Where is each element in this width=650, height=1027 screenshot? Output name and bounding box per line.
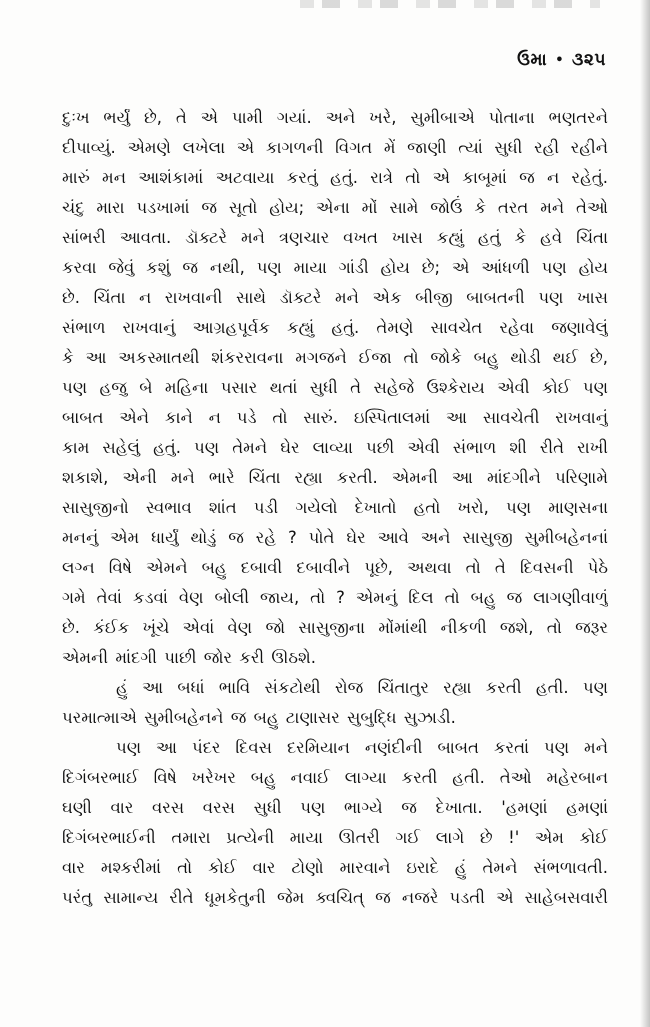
- scan-artifact: [300, 0, 600, 8]
- header-separator: •: [555, 52, 565, 68]
- text-line: વાર મશ્કરીમાં તો કોઈ વાર ટોણો મારવાને ઇરાદે હું તેમને સંભળાવતી.: [62, 858, 608, 877]
- text-line: ગમે તેવાં કડવાં વેણ બોલી જાય, તો ? એમનું દિલ તો બહુ જ લાગણીવાળું: [62, 588, 608, 607]
- text-line: પરંતુ સામાન્ય રીતે ધૂમકેતુની જેમ ક્વચિત્ જ નજરે પડતી એ સાહેબસવારી: [62, 888, 608, 907]
- text-line: બાબત એને કાને ન પડે તો સારું. ઇસ્પિતાલમાં આ સાવચેતી રાખવાનું: [62, 408, 608, 427]
- text-line: એમની માંદગી પાછી જોર કરી ઊઠશે.: [62, 648, 316, 667]
- text-line: સાંભરી આવતા. ડૉક્ટરે મને ત્રણચાર વખત ખાસ કહ્યું હતું કે હવે ચિંતા: [62, 228, 608, 247]
- text-line: છે. ચિંતા ન રાખવાની સાથે ડૉક્ટરે મને એક બીજી બાબતની પણ ખાસ: [62, 288, 608, 307]
- text-line: દીપાવ્યું. એમણે લખેલા એ કાગળની વિગત મેં જાણી ત્યાં સુધી રહી રહીને: [62, 138, 608, 157]
- text-line: મારું મન આશંકામાં અટવાયા કરતું હતું. રાત્રે તો એ કાબૂમાં જ ન રહેતું.: [62, 168, 608, 187]
- page-number: ૩૨૫: [572, 50, 606, 70]
- body-text: [62, 103, 608, 913]
- text-line: શકાશે, એની મને ભારે ચિંતા રહ્યા કરતી. એમની આ માંદગીને પરિણામે: [62, 468, 608, 487]
- running-header: [517, 50, 606, 70]
- text-line: સંભાળ રાખવાનું આગ્રહપૂર્વક કહ્યું હતું. તેમણે સાવચેત રહેવા જણાવેલું: [62, 318, 608, 337]
- book-title: ઉમા: [517, 50, 548, 70]
- text-line: હું આ બધાં ભાવિ સંકટોથી રોજ ચિંતાતુર રહ્યા કરતી હતી. પણ: [116, 678, 608, 697]
- text-line: પણ આ પંદર દિવસ દરમિયાન નણંદીની બાબત કરતાં પણ મને: [116, 738, 608, 757]
- text-line: પરમાત્માએ સુમીબહેનને જ બહુ ટાણાસર સુબુદ્ધિ સુઝાડી.: [62, 708, 456, 727]
- text-line: કરવા જેવું કશું જ નથી, પણ માયા ગાંડી હોય છે; એ આંધળી પણ હોય: [62, 258, 608, 277]
- text-line: સાસુજીનો સ્વભાવ શાંત પડી ગયેલો દેખાતો હતો ખરો, પણ માણસના: [62, 498, 608, 517]
- text-line: કામ સહેલું હતું. પણ તેમને ઘેર લાવ્યા પછી એવી સંભાળ શી રીતે રાખી: [62, 438, 608, 457]
- page-edge-shadow: [640, 0, 650, 1027]
- text-line: લગ્ન વિષે એમને બહુ દબાવી દબાવીને પૂછે, અથવા તો તે દિવસની પેઠે: [62, 558, 608, 577]
- text-line: ચંદુ મારા પડખામાં જ સૂતો હોય; એના મોં સામે જોઉં કે તરત મને તેઓ: [62, 198, 608, 217]
- text-line: દુઃખ ભર્યું છે, તે એ પામી ગયાં. અને ખરે, સુમીબાએ પોતાના ભણતરને: [62, 108, 608, 127]
- text-line: દિગંબરભાઈ વિષે ખરેખર બહુ નવાઈ લાગ્યા કરતી હતી. તેઓ મહેરબાન: [62, 768, 608, 787]
- text-line: મનનું એમ ધાર્યું થોડું જ રહે ? પોતે ઘેર આવે અને સાસુજી સુમીબહેનનાં: [62, 528, 608, 547]
- text-line: છે. કંઈક ખૂંચે એવાં વેણ જો સાસુજીના મોંમાંથી નીકળી જશે, તો જરૂર: [62, 618, 608, 637]
- text-line: દિગંબરભાઈની તમારા પ્રત્યેની માયા ઊતરી ગઈ લાગે છે !' એમ કોઈ: [62, 828, 608, 847]
- text-line: ઘણી વાર વરસ વરસ સુધી પણ ભાગ્યે જ દેખાતા. 'હમણાં હમણાં: [62, 798, 608, 817]
- text-line: પણ હજુ બે મહિના પસાર થતાં સુધી તે સહેજે ઉશ્કેરાય એવી કોઈ પણ: [62, 378, 608, 397]
- text-line: કે આ અકસ્માતથી શંકરરાવના મગજને ઈજા તો જોકે બહુ થોડી થઈ છે,: [62, 348, 608, 367]
